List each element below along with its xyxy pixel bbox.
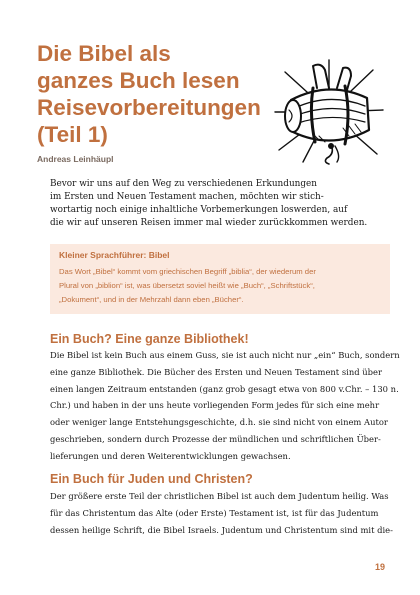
body-line: geschrieben, sondern durch Prozesse der mündlichen und schriftlichen Über- — [50, 433, 381, 444]
sidebar-box-line: Das Wort „Bibel“ kommt vom griechischen Begriff „biblia“, der wiederum der — [59, 267, 316, 276]
intro-line: wortartig noch einige inhaltliche Vorbemerkungen loswerden, auf — [50, 205, 348, 215]
sidebar-box-line: „Dokument“, und in der Mehrzahl dann eben „Bücher“. — [59, 295, 244, 304]
author-name: Andreas Leinhäupl — [37, 154, 114, 164]
body-line: einen langen Zeitraum entstanden (ganz grob gesagt etwa von 800 v.Chr. – 130 n. — [50, 383, 399, 394]
body-line: eine ganze Bibliothek. Die Bücher des Ersten und Neuen Testament sind über — [50, 366, 382, 377]
title-line: (Teil 1) — [37, 122, 108, 147]
sidebar-glossary-box — [50, 244, 390, 314]
body-line: Die Bibel ist kein Buch aus einem Guss, sie ist auch nicht nur „ein“ Buch, sondern — [50, 350, 400, 360]
body-line: Der größere erste Teil der christlichen Bibel ist auch dem Judentum heilig. Was — [50, 491, 389, 501]
intro-line: Bevor wir uns auf den Weg zu verschiedenen Erkundungen — [50, 179, 318, 189]
title-line: Die Bibel als — [37, 41, 171, 66]
sidebar-box-body — [59, 265, 385, 307]
section-body — [50, 488, 393, 538]
intro-line: im Ersten und Neuen Testament machen, möchten wir stich- — [50, 192, 324, 202]
body-line: oder weniger lange Entstehungsgeschichte, d.h. sie sind nicht von einem Autor — [50, 417, 388, 428]
title-line: ganzes Buch lesen — [37, 68, 240, 93]
body-line: Chr.) und haben in der uns heute vorliegenden Form jedes für sich eine mehr — [50, 400, 380, 411]
title-line: Reisevorbereitungen — [37, 95, 261, 120]
bundled-bedroll-luggage-icon — [273, 58, 385, 166]
page-number: 19 — [375, 562, 386, 572]
section-body — [50, 347, 400, 465]
body-line: lieferungen und deren Weiterentwicklungen gewachsen. — [50, 450, 291, 461]
article-title — [37, 40, 277, 148]
body-line: für das Christentum das Alte (oder Erste) Testament ist, ist für das Judentum — [50, 507, 379, 518]
body-line: dessen heilige Schrift, die Bibel Israels. Judentum und Christentum sind mit die- — [50, 524, 393, 535]
section-heading: Ein Buch für Juden und Christen? — [50, 472, 253, 486]
section-heading: Ein Buch? Eine ganze Bibliothek! — [50, 332, 249, 346]
sidebar-box-title: Kleiner Sprachführer: Bibel — [59, 250, 170, 260]
intro-paragraph — [50, 178, 380, 230]
intro-line: die wir auf unseren Reisen immer mal wieder zurückkommen werden. — [50, 218, 368, 228]
sidebar-box-line: Plural von „biblion“ ist, was übersetzt soviel heißt wie „Buch“, „Schriftstück“, — [59, 281, 315, 290]
